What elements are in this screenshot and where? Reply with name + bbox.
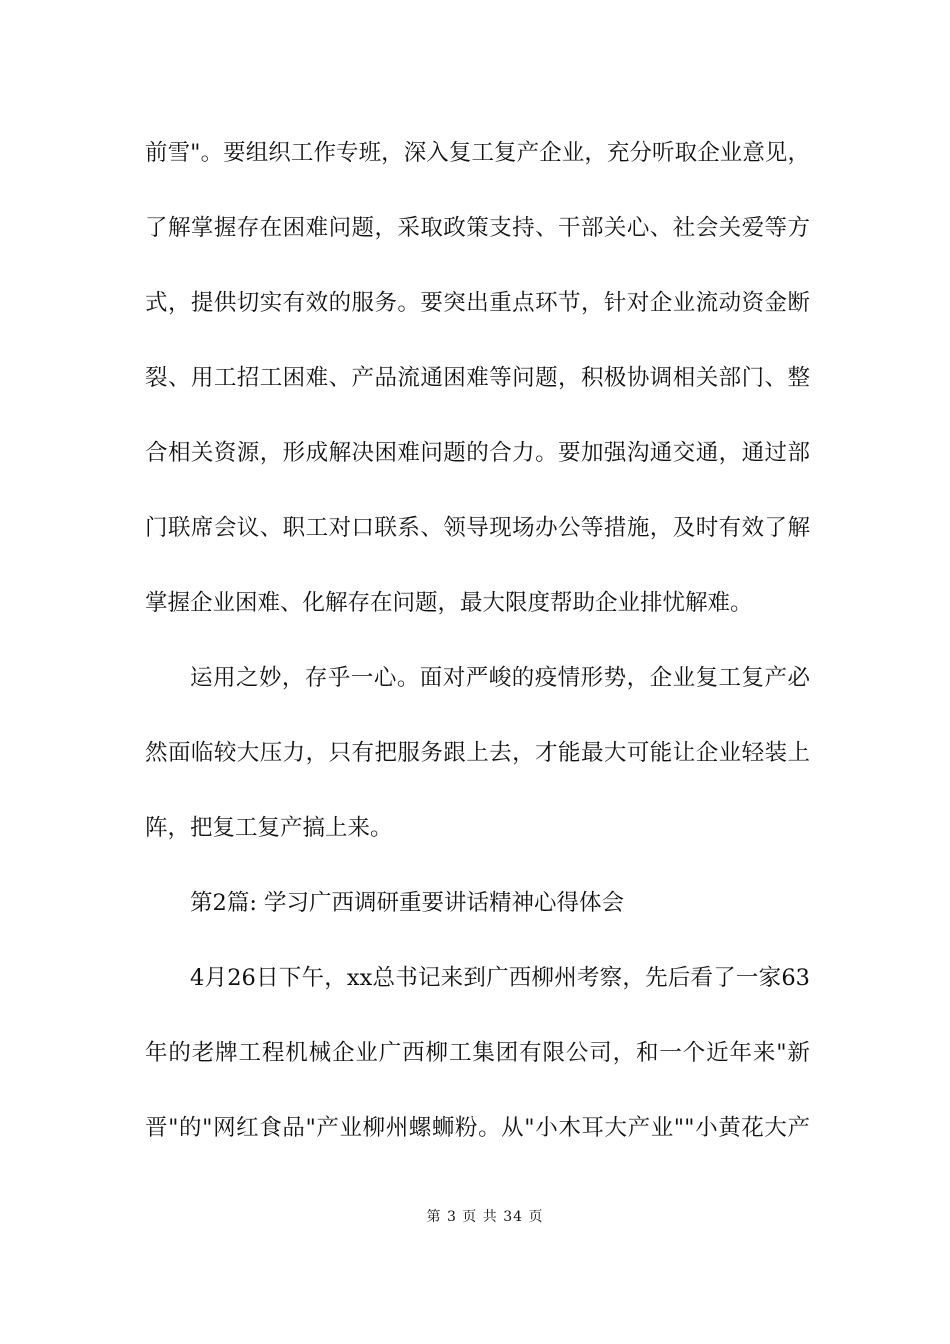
section-heading: 第2篇: 学习广西调研重要讲话精神心得体会 — [190, 890, 625, 916]
text-line: 阵，把复工复产搞上来。 — [145, 815, 393, 841]
text-line: 门联席会议、职工对口联系、领导现场办公等措施，及时有效了解 — [145, 515, 810, 541]
text-line: 掌握企业困难、化解存在问题，最大限度帮助企业排忧解难。 — [145, 590, 753, 616]
text-line: 了解掌握存在困难问题，采取政策支持、干部关心、社会关爱等方 — [145, 215, 810, 241]
text-line: 式，提供切实有效的服务。要突出重点环节，针对企业流动资金断 — [145, 290, 810, 316]
page-number-footer: 第 3 页 共 34 页 — [426, 1209, 544, 1225]
text-line: 晋"的"网红食品"产业柳州螺蛳粉。从"小木耳大产业""小黄花大产 — [145, 1115, 810, 1141]
text-line: 然面临较大压力，只有把服务跟上去，才能最大可能让企业轻装上 — [145, 740, 810, 766]
paragraph-start-line: 4月26日下午，xx总书记来到广西柳州考察，先后看了一家63 — [190, 965, 810, 991]
text-line: 年的老牌工程机械企业广西柳工集团有限公司，和一个近年来"新 — [145, 1040, 810, 1066]
text-line: 裂、用工招工困难、产品流通困难等问题，积极协调相关部门、整 — [145, 365, 810, 391]
text-line: 合相关资源，形成解决困难问题的合力。要加强沟通交通，通过部 — [145, 440, 810, 466]
paragraph-start-line: 运用之妙，存乎一心。面对严峻的疫情形势，企业复工复产必 — [190, 665, 810, 691]
text-line: 前雪"。要组织工作专班，深入复工复产企业，充分听取企业意见， — [145, 140, 810, 166]
